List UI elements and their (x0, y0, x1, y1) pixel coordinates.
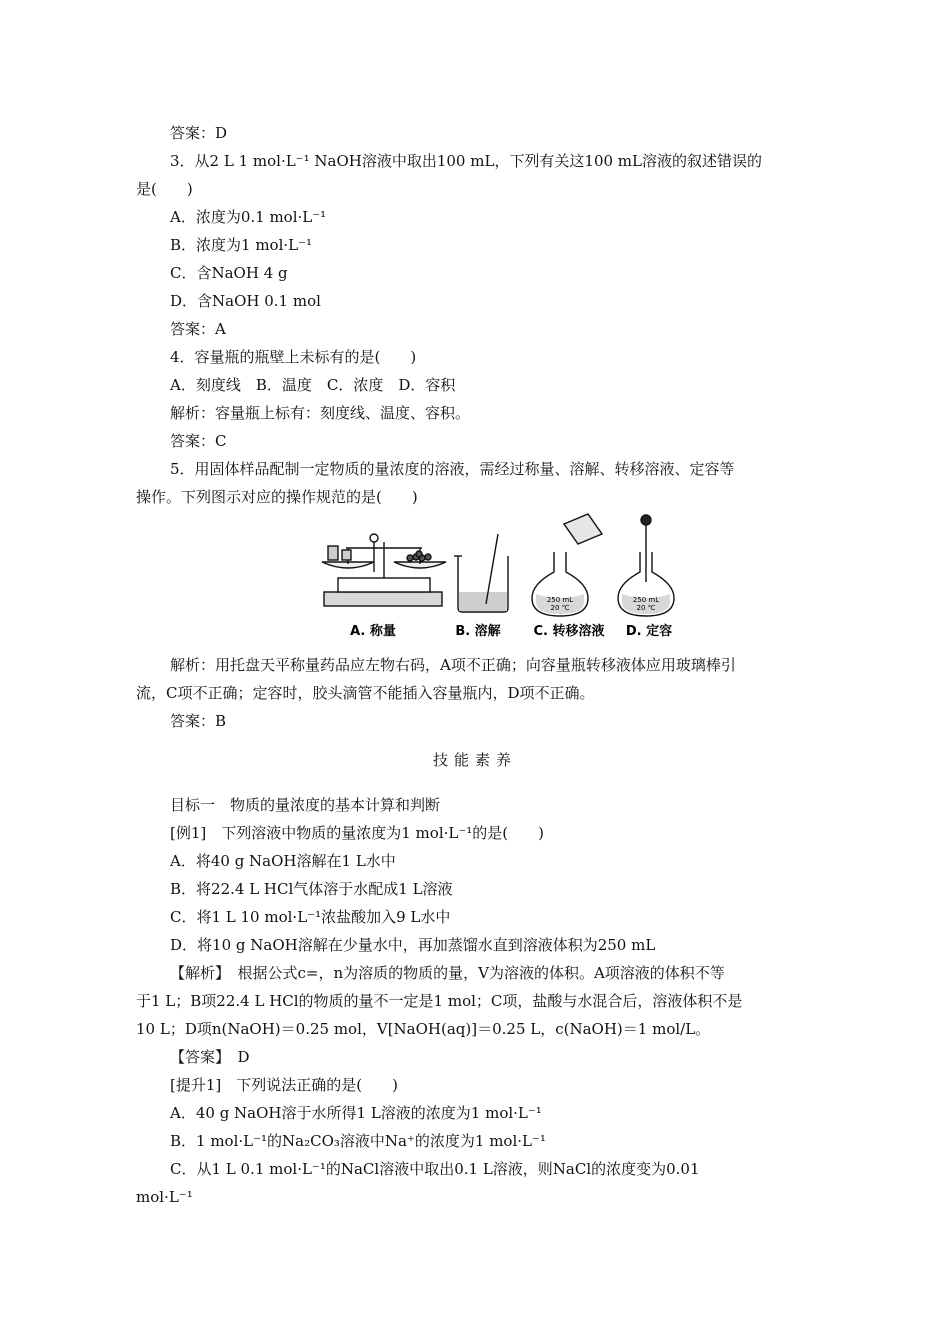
answer-line: 答案：D (170, 124, 228, 142)
question-4-stem: 4．容量瓶的瓶壁上未标有的是( ) (170, 348, 417, 366)
balance-drawing (322, 534, 446, 606)
caption-b: B. 溶解 (455, 624, 501, 639)
objective-heading: 目标一 物质的量浓度的基本计算和判断 (170, 796, 441, 814)
analysis-line-cont: 10 L；D项n(NaOH)＝0.25 mol，V[NaOH(aq)]＝0.25 L，c(NaOH)＝1 mol/L。 (136, 1020, 711, 1038)
question-3-stem-cont: 是( ) (136, 180, 193, 198)
option-d: D．含NaOH 0.1 mol (170, 292, 321, 310)
question-4-options: A．刻度线 B．温度 C．浓度 D．容积 (170, 376, 456, 394)
answer-line: 答案：B (170, 712, 227, 730)
option-c-cont: mol·L⁻¹ (136, 1188, 193, 1206)
practice-1-stem: [提升1] 下列说法正确的是( ) (170, 1076, 398, 1094)
option-b: B．浓度为1 mol·L⁻¹ (170, 236, 313, 254)
option-c: C．含NaOH 4 g (170, 264, 288, 282)
beaker-drawing (454, 534, 508, 612)
flask-c-temp: 20 ℃ (550, 604, 570, 612)
option-b: B．1 mol·L⁻¹的Na₂CO₃溶液中Na⁺的浓度为1 mol·L⁻¹ (170, 1132, 546, 1150)
analysis-line-cont: 流，C项不正确；定容时，胶头滴管不能插入容量瓶内，D项不正确。 (136, 684, 595, 702)
flask-d-temp: 20 ℃ (636, 604, 656, 612)
analysis-line: 解析：用托盘天平称量药品应左物右码，A项不正确；向容量瓶转移液体应用玻璃棒引 (170, 656, 736, 674)
question-5-stem: 5．用固体样品配制一定物质的量浓度的溶液，需经过称量、溶解、转移溶液、定容等 (170, 460, 735, 478)
caption-c: C. 转移溶液 (533, 624, 605, 639)
question-5-stem-cont: 操作。下列图示对应的操作规范的是( ) (136, 488, 418, 506)
analysis-line-cont: 于1 L；B项22.4 L HCl的物质的量不一定是1 mol；C项，盐酸与水混合后，溶液体积不是 (136, 992, 743, 1010)
flask-d-volume: 250 mL (632, 596, 660, 604)
flask-c-volume: 250 mL (546, 596, 574, 604)
caption-a: A. 称量 (350, 624, 396, 639)
lab-operations-figure (318, 512, 683, 644)
option-a: A．将40 g NaOH溶解在1 L水中 (170, 852, 396, 870)
answer-line: 答案：C (170, 432, 227, 450)
answer-line: 答案：A (170, 320, 226, 338)
figure-illustration (318, 512, 683, 644)
question-3-stem: 3．从2 L 1 mol·L⁻¹ NaOH溶液中取出100 mL，下列有关这100 mL溶液的叙述错误的 (170, 152, 762, 170)
caption-d: D. 定容 (625, 624, 673, 639)
section-heading: 技能素养 (432, 751, 517, 769)
analysis-line: 【解析】 根据公式c=，n为溶质的物质的量，V为溶液的体积。A项溶液的体积不等 (170, 964, 725, 982)
answer-line: 【答案】 D (170, 1048, 250, 1066)
option-d: D．将10 g NaOH溶解在少量水中，再加蒸馏水直到溶液体积为250 mL (170, 936, 656, 954)
option-c: C．从1 L 0.1 mol·L⁻¹的NaCl溶液中取出0.1 L溶液，则NaCl的浓度变为0.01 (170, 1160, 700, 1178)
option-b: B．将22.4 L HCl气体溶于水配成1 L溶液 (170, 880, 453, 898)
example-1-stem: [例1] 下列溶液中物质的量浓度为1 mol·L⁻¹的是( ) (170, 824, 544, 842)
option-c: C．将1 L 10 mol·L⁻¹浓盐酸加入9 L水中 (170, 908, 451, 926)
option-a: A．40 g NaOH溶于水所得1 L溶液的浓度为1 mol·L⁻¹ (170, 1104, 542, 1122)
option-a: A．浓度为0.1 mol·L⁻¹ (170, 208, 327, 226)
analysis-line: 解析：容量瓶上标有：刻度线、温度、容积。 (170, 404, 471, 422)
